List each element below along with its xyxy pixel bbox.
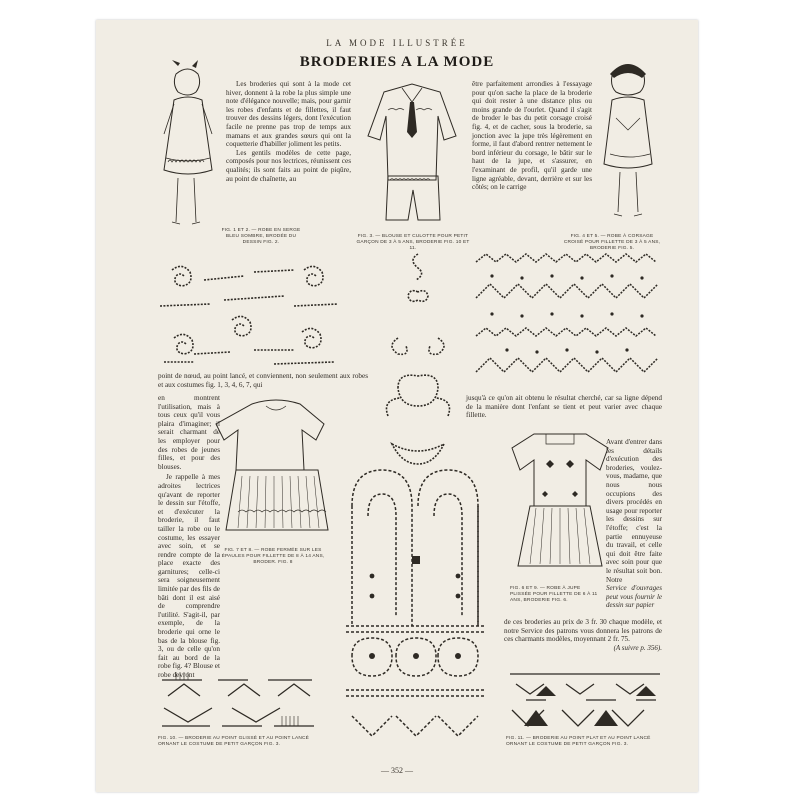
mid-right-bottom-text: de ces broderies au prix de 3 fr. 30 chaque modèle, et notre Service des patrons vous donnera les patrons de ces charmants modèles, moyennant 2 fr. 75. bbox=[504, 618, 662, 644]
mid-left-lead bbox=[158, 372, 368, 389]
caption-fig11: FIG. 11. — BRODERIE AU POINT PLAT ET AU POINT LANCÉ ORNANT LE COSTUME DE PETIT GARÇON FIG. 3. bbox=[506, 736, 651, 747]
page-number: — 352 — bbox=[381, 766, 413, 775]
caption-fig6: FIG. 6 ET 9. — ROBE À JUPE PLISSÉE POUR FILLETTE DE 6 À 11 ANS, BRODERIE FIG. 6. bbox=[510, 586, 598, 603]
magazine-page bbox=[96, 20, 698, 792]
intro-paragraph-2: Les gentils modèles de cette page, composés pour nos lectrices, réunissent ces qualités; ils sont faits au point de piqûre, au point de chaînette, au bbox=[226, 148, 351, 183]
mid-right-paragraph: Avant d'entrer dans les détails d'exécution des broderies, voulez-vous, madame, que nous nous occupions des divers procédés en usage pour reporter les dessins sur l'étoffe; c'est la partie ennuyeuse du travail, et celle qui doit être faite avec soin pour que le résultat soit bon. Notre bbox=[606, 438, 662, 584]
fig3-blouse-culotte-illustration bbox=[366, 80, 460, 230]
continued-note: (A suivre p. 356). bbox=[613, 643, 662, 652]
page-title: BRODERIES A LA MODE bbox=[299, 54, 495, 70]
caption-fig10: FIG. 10. — BRODERIE AU POINT GLISSÉ ET AU POINT LANCÉ ORNANT LE COSTUME DE PETIT GARÇON FIG. 3. bbox=[158, 736, 310, 747]
fig10-embroidery-pattern bbox=[158, 666, 318, 734]
mid-right-paragraph-tail: Service d'ouvrages peut vous fournir le dessin sur papier bbox=[606, 584, 662, 610]
caption-fig4: FIG. 4 ET 5. — ROBE À CORSAGE CROISÉ POUR FILLETTE DE 3 À 5 ANS, BRODERIE FIG. 5. bbox=[563, 234, 661, 251]
fig7-dress-illustration bbox=[222, 396, 332, 546]
fig11-embroidery-pattern bbox=[506, 666, 666, 734]
mid-right-bottom bbox=[504, 618, 662, 652]
fig8-arch-embroidery-pattern bbox=[332, 456, 498, 756]
fig4-girl-bonnet-illustration bbox=[596, 58, 662, 233]
fig6-pleated-dress-illustration bbox=[506, 424, 614, 584]
article-intro bbox=[226, 80, 351, 183]
caption-fig3: FIG. 3. — BLOUSE ET CULOTTE POUR PETIT GARÇON DE 3 À 5 ANS, BRODERIE FIG. 10 ET 11. bbox=[356, 234, 470, 251]
intro-paragraph-1: Les broderies qui sont à la mode cet hiver, donnent à la robe la plus simple une note d'élégance nouvelle; mais, pour garnir les robes d'enfants et de fillettes, il faut trouver des dessins légers, dont l'exécution facile ne prenne pas trop de temps aux mamans et aux grandes sœurs qui ont la coquetterie d'habiller joliment les petits. bbox=[226, 80, 351, 149]
fig5-vertical-embroidery-pattern bbox=[378, 248, 458, 478]
mid-right-column bbox=[606, 438, 662, 610]
mid-right-lead bbox=[466, 394, 662, 420]
fig2-rose-embroidery-pattern bbox=[154, 250, 344, 370]
caption-fig1: FIG. 1 ET 2. — ROBE EN SERGE BLEU SOMBRE, BRODÉE DU DESSIN FIG. 2. bbox=[221, 228, 301, 245]
mid-left-paragraph-2: Je rappelle à mes adroites lectrices qu'avant de reporter le dessin sur l'étoffe, et d'exécuter la broderie, il faut tailler la robe ou le costume, les essayer avec soin, et se rendre compte de la place exacte des garnitures; celle-ci sera soigneusement limitée par des fils de bâti dont il est aisé de comprendre l'utilité. S'agit-il, par exemple, de la broderie qui orne le bas de la blouse fig. 3, ou de celle qu'on fait au bord de la robe fig. 4? Blouse et robe devront bbox=[158, 473, 220, 679]
fig6-zigzag-embroidery-pattern bbox=[472, 250, 664, 380]
mid-right-lead-text: jusqu'à ce qu'on ait obtenu le résultat cherché, car sa ligne dépend de la manière dont l'enfant se tient et peut varier avec chaque fillette. bbox=[466, 394, 662, 420]
mid-left-lead-text: point de nœud, au point lancé, et conviennent, non seulement aux robes et aux costumes fig. 1, 3, 4, 6, 7, qui bbox=[158, 372, 368, 389]
caption-fig7: FIG. 7 ET 8. — ROBE FERMÉE SUR LES ÉPAULES POUR FILLETTE DE 8 À 14 ANS, BRODER. FIG. 8 bbox=[221, 548, 325, 565]
fig1-girl-dress-illustration bbox=[154, 60, 224, 235]
mid-left-paragraph-1: en montrent l'utilisation, mais à tous ceux qu'il vous plaira d'imaginer; il serait charmant de les employer pour des robes de jeunes filles, et pour des blouses. bbox=[158, 394, 220, 471]
article-column-3 bbox=[472, 80, 592, 192]
mid-left-column bbox=[158, 394, 220, 680]
running-head: LA MODE ILLUSTRÉE bbox=[326, 38, 468, 48]
col3-paragraph: être parfaitement arrondies à l'essayage pour qu'on sache la place de la broderie qui doit rester à une distance plus ou moins grande de l'ourlet. Quand il s'agit de broder le bas du petit corsage croisé fig. 4, et de cacher, sous la broderie, sa jonction avec la jupe très légèrement en forme, il faut d'abord rentrer nettement le bord inférieur du corsage, le bâtir sur le haut de la jupe, et s'assurer, en l'examinant de profil, qu'il garde une ligne agréable, devant, derrière et sur les côtés; on le carrige bbox=[472, 80, 592, 192]
